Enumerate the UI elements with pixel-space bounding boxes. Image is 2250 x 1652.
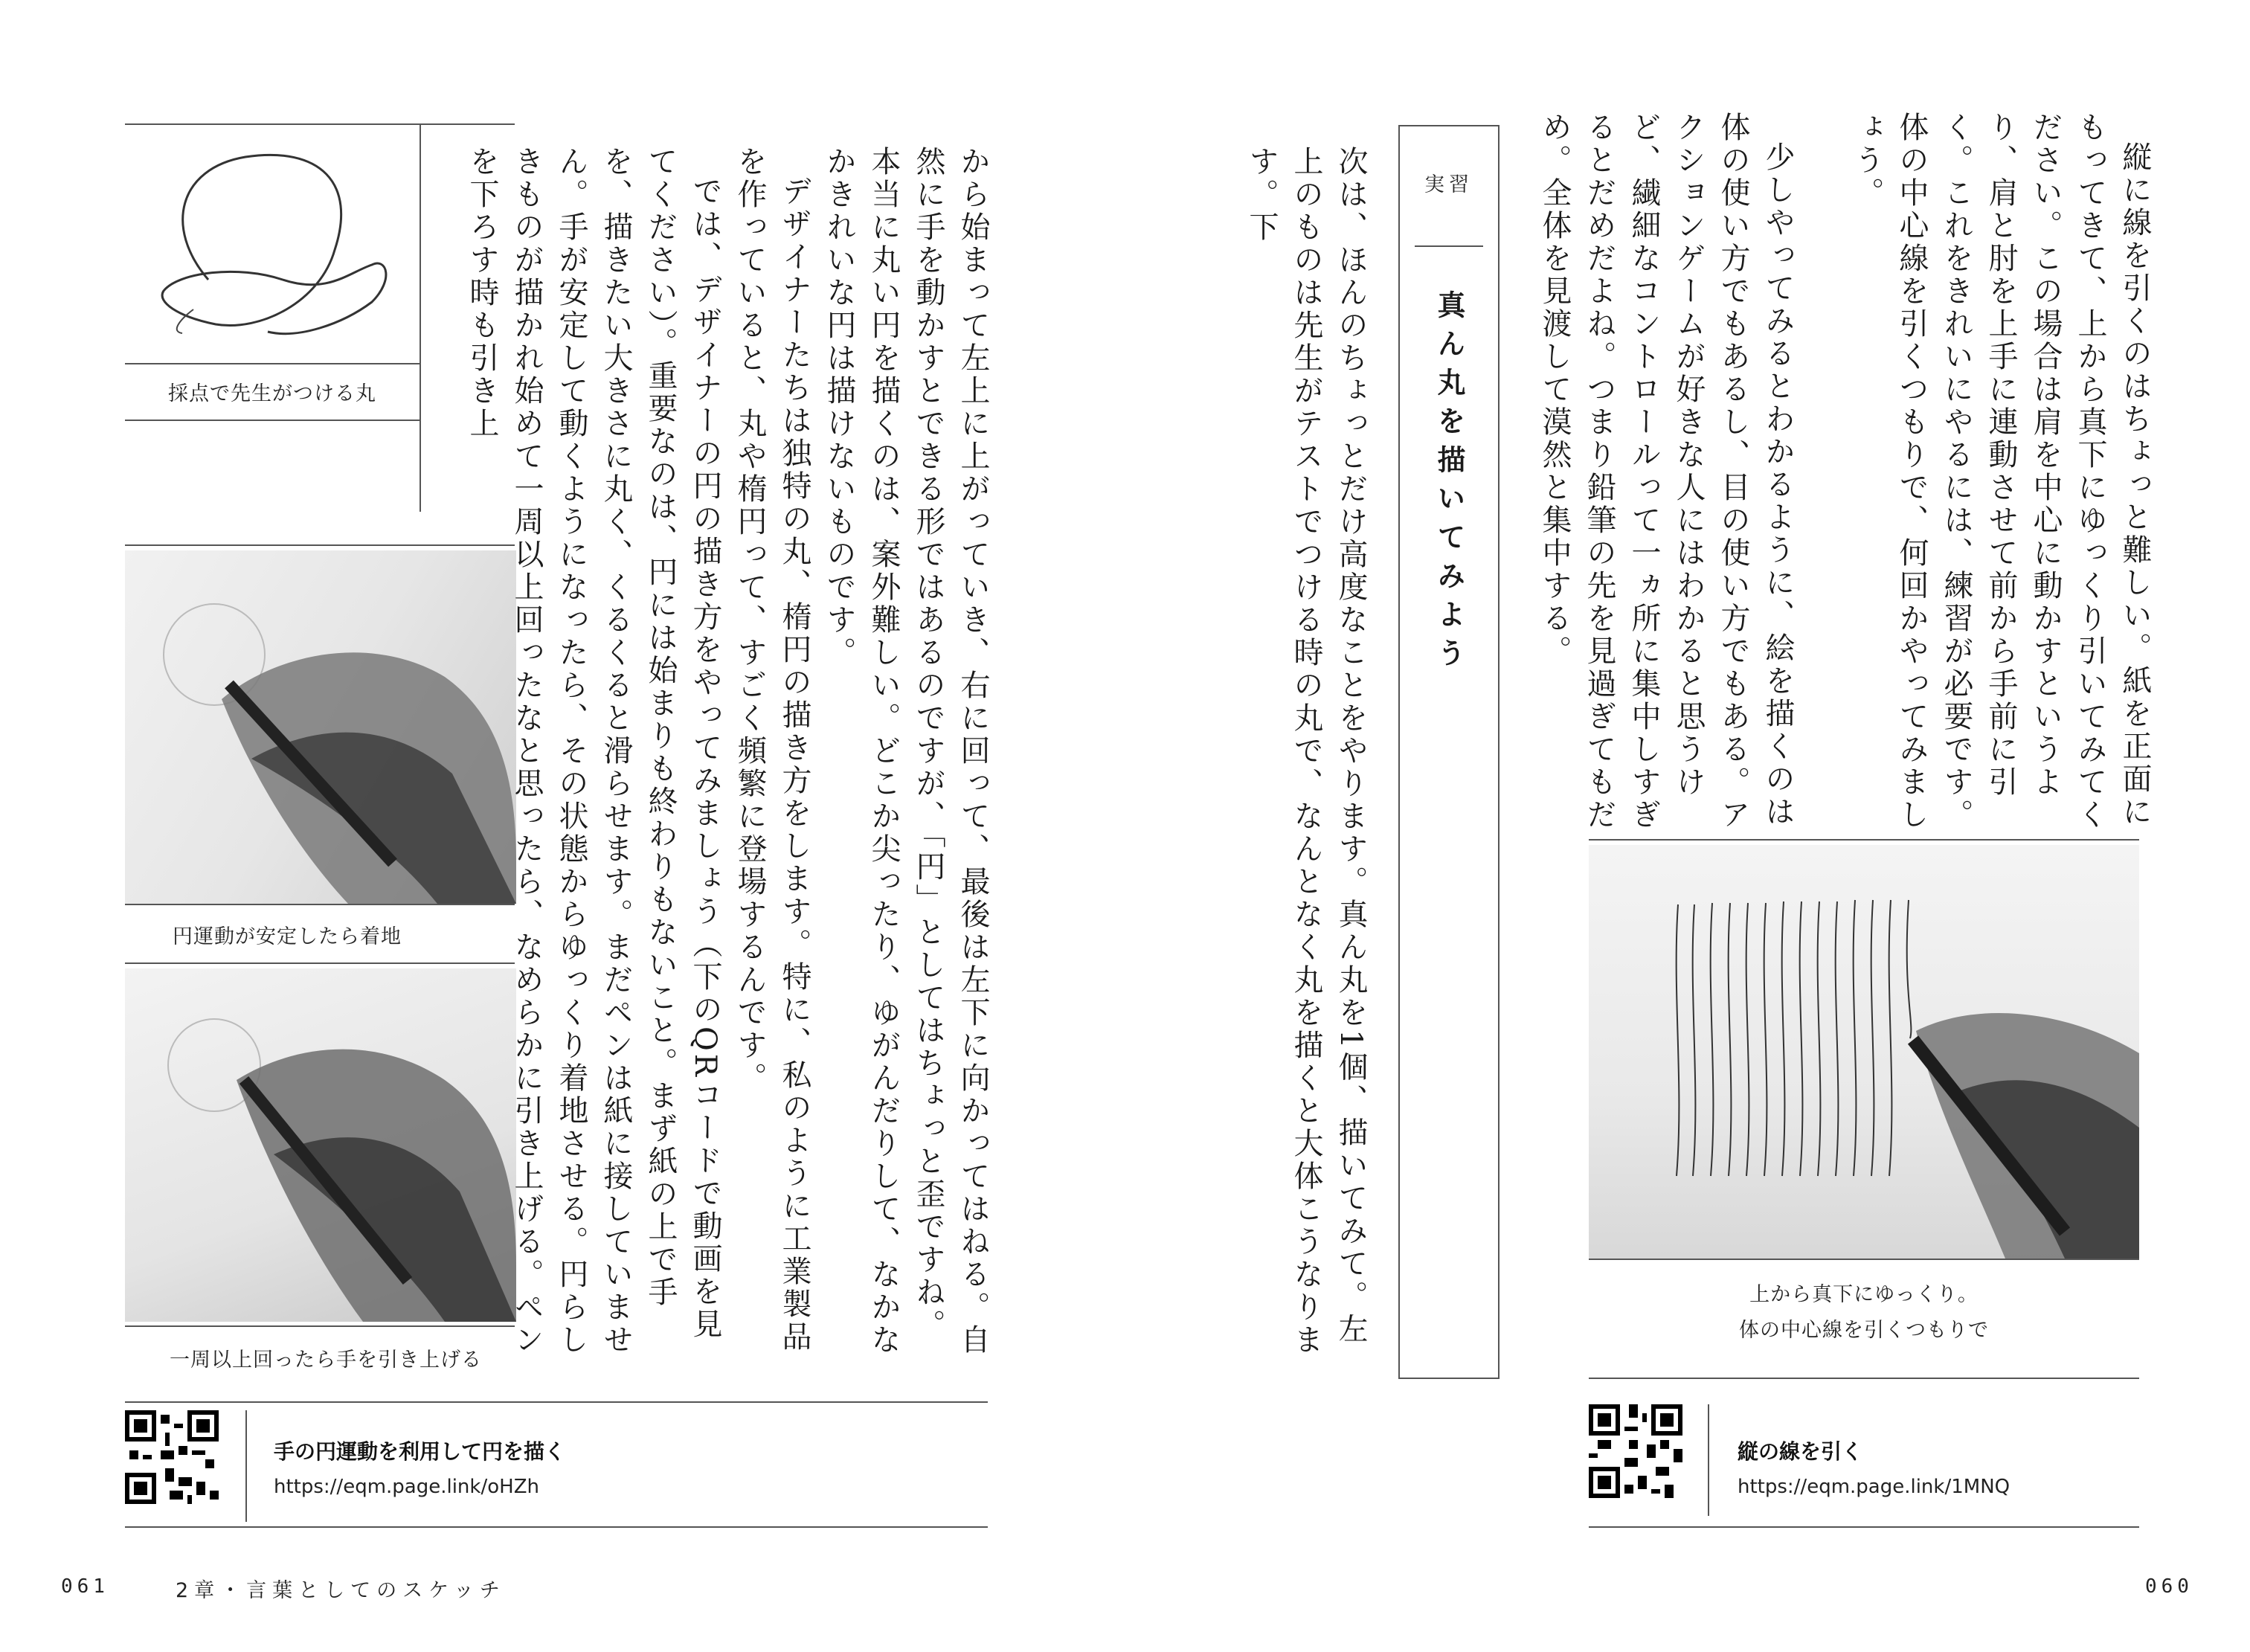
right-paragraph-2: 少しやってみるとわかるように、絵を描くのは体の使い方でもあるし、目の使い方でもある。アクションゲームが好きな人にはわかると思うけど、繊細なコントロールって一ヵ所に集中しすぎるとだめだよね。つまり鉛筆の先を見過ぎてもだめ。全体を見渡して漠然と集中する。: [1537, 112, 1795, 832]
qr-code-circle-video[interactable]: [125, 1410, 219, 1504]
photo1-bottom-rule: [125, 904, 515, 905]
left-qr-divider: [245, 1410, 247, 1522]
photo-hand-lift: [125, 968, 516, 1322]
exercise-label: 実習: [1424, 173, 1473, 196]
caption-landing: 円運動が安定したら着地: [173, 925, 402, 948]
caption-vertical-line-1: 上から真下にゆっくり。: [1749, 1283, 1979, 1306]
left-qr-top-rule: [125, 1401, 988, 1403]
right-qr-top-rule: [1589, 1378, 2139, 1379]
photo-vertical-lines: [1589, 845, 2139, 1259]
right-photo-top-rule: [1589, 839, 2139, 841]
right-qr-title: 縦の線を引く: [1738, 1439, 1863, 1464]
vertical-lines-drawing: [1589, 845, 2139, 1259]
left-qr-url[interactable]: https://eqm.page.link/oHZh: [274, 1476, 539, 1498]
caption-lift: 一周以上回ったら手を引き上げる: [170, 1349, 482, 1372]
exercise-box: [1398, 125, 1500, 1379]
qr-code-line-video[interactable]: [1589, 1404, 1682, 1498]
left-paragraph-3: では、デザイナーの円の描き方をやってみましょう（下のQRコードで動画を見てください）。重要なのは、円には始まりも終わりもないこと。まず紙の上で手を、描きたい大きさに丸く、くるくると滑らせます。まだペンは紙に接していません。手が安定して動くようになったら、その状態からゆっくり着地させる。円らしきものが描かれ始めて一周以上回ったなと思ったら、なめらかに引き上げる。ペンを下ろす時も引き上: [465, 146, 722, 1357]
left-body-text: [465, 146, 995, 1366]
right-photo-bottom-rule: [1589, 1259, 2139, 1260]
score-circle-illustration: [149, 138, 417, 361]
left-paragraph-2: デザイナーたちは独特の丸、楕円の描き方をします。特に、私のように工業製品を作っていると、丸や楕円って、すごく頻繁に登場するんです。: [733, 146, 811, 1354]
right-paragraph-1: 縦に線を引くのはちょっと難しい。紙を正面にもってきて、上から真下にゆっくり引いてみてください。この場合は肩を中心に動かすというより、肩と肘を上手に連動させて前から手前に引く。これをきれいにやるには、練習が必要です。体の中心線を引くつもりで、何回かやってみましょう。: [1850, 112, 2152, 832]
page-number-left: 061: [61, 1575, 109, 1598]
left-paragraph-1: から始まって左上に上がっていき、右に回って、最後は左下に向かってはねる。自然に手を動かすとできる形ではあるのですが、「円」としてはちょっと歪ですね。本当に丸い円を描くのは、案外難しい。どこか尖ったり、ゆがんだりして、なかなかきれいな円は描けないものです。: [822, 146, 990, 1357]
figure-mid-rule: [125, 363, 420, 364]
caption-score-circle: 採点で先生がつける丸: [168, 382, 376, 405]
exercise-paragraph: 次は、ほんのちょっとだけ高度なことをやります。真ん丸を1個、描いてみて。左上のものは先生がテストでつける時の丸で、なんとなく丸を描くと大体こうなります。下: [1244, 146, 1368, 1357]
photo2-top-rule: [125, 962, 515, 964]
chapter-title: 2章・言葉としてのスケッチ: [176, 1579, 506, 1602]
page-number-right: 060: [2145, 1575, 2193, 1598]
right-qr-divider: [1708, 1404, 1709, 1516]
exercise-label-rule: [1415, 245, 1483, 247]
right-body-text: [1537, 112, 2157, 841]
figure-top-rule: [125, 123, 515, 125]
right-qr-url[interactable]: https://eqm.page.link/1MNQ: [1738, 1476, 2010, 1498]
figure-bottom-rule: [125, 420, 420, 421]
right-qr-bottom-rule: [1589, 1526, 2139, 1528]
photo2-bottom-rule: [125, 1325, 515, 1327]
caption-vertical-line-2: 体の中心線を引くつもりで: [1739, 1319, 1989, 1342]
exercise-title: 真ん丸を描いてみよう: [1433, 290, 1465, 677]
left-qr-bottom-rule: [125, 1526, 988, 1528]
left-qr-title: 手の円運動を利用して円を描く: [274, 1439, 566, 1464]
photo-hand-landing: [125, 550, 516, 904]
figure-side-rule: [420, 125, 421, 512]
photo1-top-rule: [125, 544, 515, 546]
